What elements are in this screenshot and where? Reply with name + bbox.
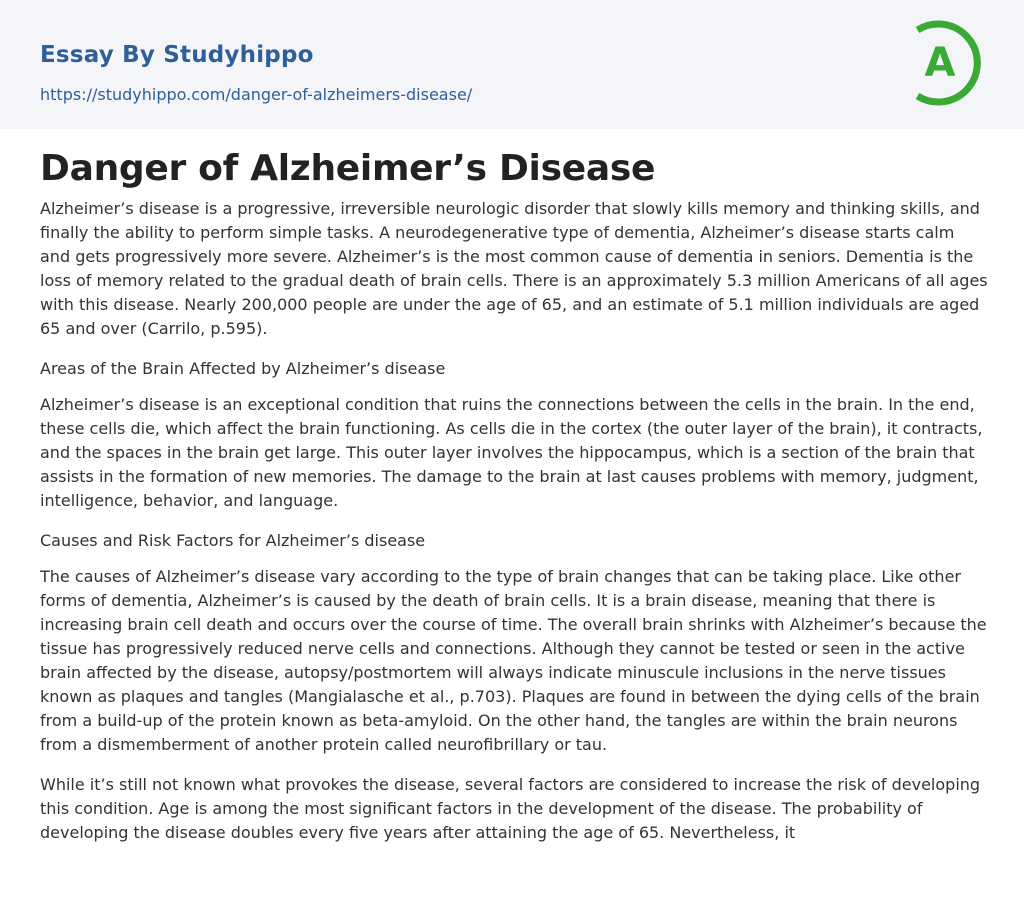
site-header (0, 0, 1024, 129)
logo-letter: A (924, 40, 956, 86)
source-url-link[interactable]: https://studyhippo.com/danger-of-alzheimers-disease/ (40, 85, 473, 104)
paragraph-causes: The causes of Alzheimer’s disease vary according to the type of brain changes that can be taking place. Like other forms of dementia, Alzheimer’s is caused by the death of brain cells. It is a brain disease, meaning that there is increasing brain cell death and occurs over the course of time. The overall brain shrinks with Alzheimer’s because the tissue has progressively reduced nerve cells and connections. Although they cannot be tested or seen in the active brain affected by the disease, autopsy/postmortem will always indicate minuscule inclusions in the nerve tissues known as plaques and tangles (Mangialasche et al., p.703). Plaques are found in between the dying cells of the brain from a build-up of the protein known as beta-amyloid. On the other hand, the tangles are within the brain neurons from a dismemberment of another protein called neurofibrillary or tau. (40, 567, 987, 754)
paragraph-intro: Alzheimer’s disease is a progressive, irreversible neurologic disorder that slowly kills memory and thinking skills, and finally the ability to perform simple tasks. A neurodegenerative type of dementia, Alzheimer’s disease starts calm and gets progressively more severe. Alzheimer’s is the most common cause of dementia in seniors. Dementia is the loss of memory related to the gradual death of brain cells. There is an approximately 5.3 million Americans of all ages with this disease. Nearly 200,000 people are under the age of 65, and an estimate of 5.1 million individuals are aged 65 and over (Carrilo, p.595). (40, 199, 988, 338)
subheading-causes: Causes and Risk Factors for Alzheimer’s disease (40, 531, 426, 550)
paragraph-risk: While it’s still not known what provokes the disease, several factors are considered to increase the risk of developing this condition. Age is among the most significant factors in the development of the disease. The probability of developing the disease doubles every five years after attaining the age of 65. Nevertheless, it (40, 775, 981, 842)
article-title: Danger of Alzheimer’s Disease (40, 148, 656, 189)
studyhippo-logo[interactable] (912, 20, 988, 106)
brand-title: Essay By Studyhippo (40, 42, 314, 68)
paragraph-areas: Alzheimer’s disease is an exceptional condition that ruins the connections between the cells in the brain. In the end, these cells die, which affect the brain functioning. As cells die in the cortex (the outer layer of the brain), it contracts, and the spaces in the brain get large. This outer layer involves the hippocampus, which is a section of the brain that assists in the formation of new memories. The damage to the brain at last causes problems with memory, judgment, intelligence, behavior, and language. (40, 395, 983, 510)
article (40, 145, 988, 861)
subheading-areas: Areas of the Brain Affected by Alzheimer’s disease (40, 359, 446, 378)
